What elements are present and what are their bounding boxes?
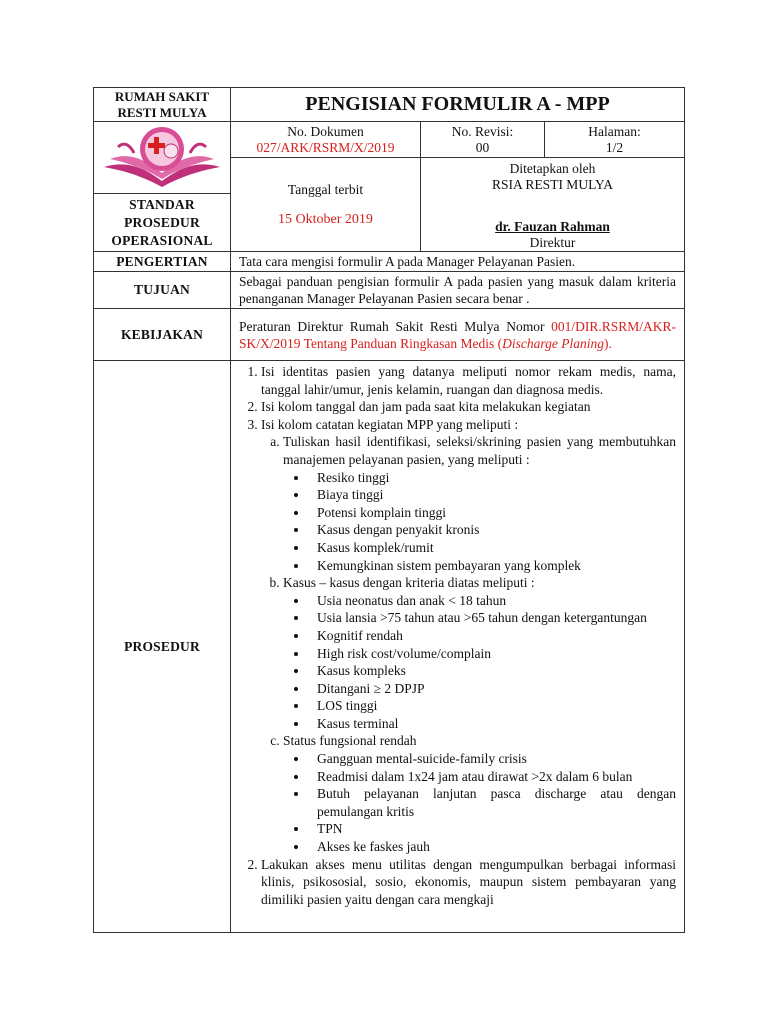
approval-label: Ditetapkan oleh xyxy=(509,161,596,176)
hospital-name-cell xyxy=(94,88,231,122)
list-item: • Ditangani ≥ 2 DPJP xyxy=(309,680,676,698)
list-item: • LOS tinggi xyxy=(309,697,676,715)
sop-line-3: OPERASIONAL xyxy=(111,232,213,248)
list-item: • Kasus komplek/rumit xyxy=(309,539,676,557)
page-label: Halaman: xyxy=(588,123,641,139)
sop-line-2: PROSEDUR xyxy=(124,214,200,230)
director-role: Direktur xyxy=(529,235,576,250)
document-title: PENGISIAN FORMULIR A - MPP xyxy=(231,88,685,122)
substep-a-list xyxy=(283,469,676,575)
list-item: • Gangguan mental-suicide-family crisis xyxy=(309,750,676,768)
sop-document xyxy=(93,87,685,933)
substep-a-text: Tuliskan hasil identifikasi, seleksi/skrining pasien yang membutuhkan manajemen pelayanan pasien, yang meliputi : xyxy=(283,434,677,467)
substep-c-list xyxy=(283,750,676,856)
list-item: • Potensi komplain tinggi xyxy=(309,504,676,522)
procedure-content xyxy=(231,361,685,933)
issue-date-value: 15 Oktober 2019 xyxy=(278,211,373,227)
definition-label: PENGERTIAN xyxy=(94,252,231,272)
list-item: • Readmisi dalam 1x24 jam atau dirawat >2x dalam 6 bulan xyxy=(309,768,676,786)
approval-organization: RSIA RESTI MULYA xyxy=(492,177,613,192)
hospital-logo-icon xyxy=(100,123,224,187)
list-item: • Kasus terminal xyxy=(309,715,676,733)
substep-c xyxy=(283,732,676,855)
definition-text: Tata cara mengisi formulir A pada Manager Pelayanan Pasien. xyxy=(231,252,685,272)
policy-label: KEBIJAKAN xyxy=(94,309,231,361)
procedure-step-3-text: Isi kolom catatan kegiatan MPP yang meliputi : xyxy=(261,416,519,432)
list-item: • High risk cost/volume/complain xyxy=(309,645,676,663)
procedure-step-2: 2. Isi kolom tanggal dan jam pada saat kita melakukan kegiatan xyxy=(261,398,676,416)
sop-line-1: STANDAR xyxy=(129,196,195,212)
sop-label xyxy=(94,194,231,252)
list-item: • Kognitif rendah xyxy=(309,627,676,645)
revision-value: 00 xyxy=(475,139,490,155)
list-item: • TPN xyxy=(309,820,676,838)
substep-b xyxy=(283,574,676,732)
logo-cell xyxy=(94,122,231,194)
policy-text-part-4: ). xyxy=(604,335,612,351)
list-item: • Biaya tinggi xyxy=(309,486,676,504)
list-item: • Kemungkinan sistem pembayaran yang komplek xyxy=(309,557,676,575)
issue-date-label: Tanggal terbit xyxy=(287,181,364,197)
procedure-step-continued: 2. Lakukan akses menu utilitas dengan mengumpulkan berbagai informasi klinis, psikososial, sosio, ekonomis, maupun sistem pembayaran yang dimiliki pasien yaitu dengan cara mengkaji xyxy=(261,856,676,909)
policy-text xyxy=(231,309,685,361)
revision-label: No. Revisi: xyxy=(451,123,514,139)
list-item: • Kasus dengan penyakit kronis xyxy=(309,521,676,539)
procedure-step-3 xyxy=(261,416,676,856)
substep-c-text: Status fungsional rendah xyxy=(283,733,417,749)
document-number-label: No. Dokumen xyxy=(287,123,364,139)
revision-cell xyxy=(421,122,545,158)
page-cell xyxy=(545,122,685,158)
policy-text-part-1: Peraturan Direktur Rumah Sakit Resti Mulya Nomor xyxy=(239,318,552,334)
hospital-line-1: RUMAH SAKIT xyxy=(114,88,210,104)
objective-label: TUJUAN xyxy=(94,272,231,309)
approval-cell xyxy=(421,158,685,252)
director-name: dr. Fauzan Rahman xyxy=(495,219,610,234)
list-item: • Akses ke faskes jauh xyxy=(309,838,676,856)
document-number-cell xyxy=(231,122,421,158)
procedure-label: PROSEDUR xyxy=(94,361,231,933)
procedure-substeps xyxy=(261,433,676,855)
procedure-step-1: 1. Isi identitas pasien yang datanya meliputi nomor rekam medis, nama, tanggal lahir/umur, jenis kelamin, ruangan dan diagnosa medis. xyxy=(261,363,676,398)
policy-text-part-2: 001/DIR.RSRM/AKR-SK/X/2019 Tentang Panduan Ringkasan Medis ( xyxy=(239,318,677,351)
hospital-line-2: RESTI MULYA xyxy=(117,104,207,120)
list-item: • Kasus kompleks xyxy=(309,662,676,680)
procedure-steps-continued xyxy=(239,856,676,909)
substep-b-list xyxy=(283,592,676,733)
list-item: • Usia lansia >75 tahun atau >65 tahun dengan ketergantungan xyxy=(309,609,676,627)
list-item: • Butuh pelayanan lanjutan pasca discharge atau dengan pemulangan kritis xyxy=(309,785,676,820)
document-number-value: 027/ARK/RSRM/X/2019 xyxy=(256,139,395,155)
list-item: • Usia neonatus dan anak < 18 tahun xyxy=(309,592,676,610)
list-item: • Resiko tinggi xyxy=(309,469,676,487)
page-value: 1/2 xyxy=(605,139,624,155)
issue-date-cell xyxy=(231,158,421,252)
objective-text: Sebagai panduan pengisian formulir A pada pasien yang masuk dalam kriteria penanganan Manager Pelayanan Pasien secara benar . xyxy=(231,272,685,309)
substep-a xyxy=(283,433,676,574)
policy-text-part-3: Discharge Planing xyxy=(502,335,605,351)
procedure-steps xyxy=(239,363,676,856)
substep-b-text: Kasus – kasus dengan kriteria diatas meliputi : xyxy=(283,575,535,591)
